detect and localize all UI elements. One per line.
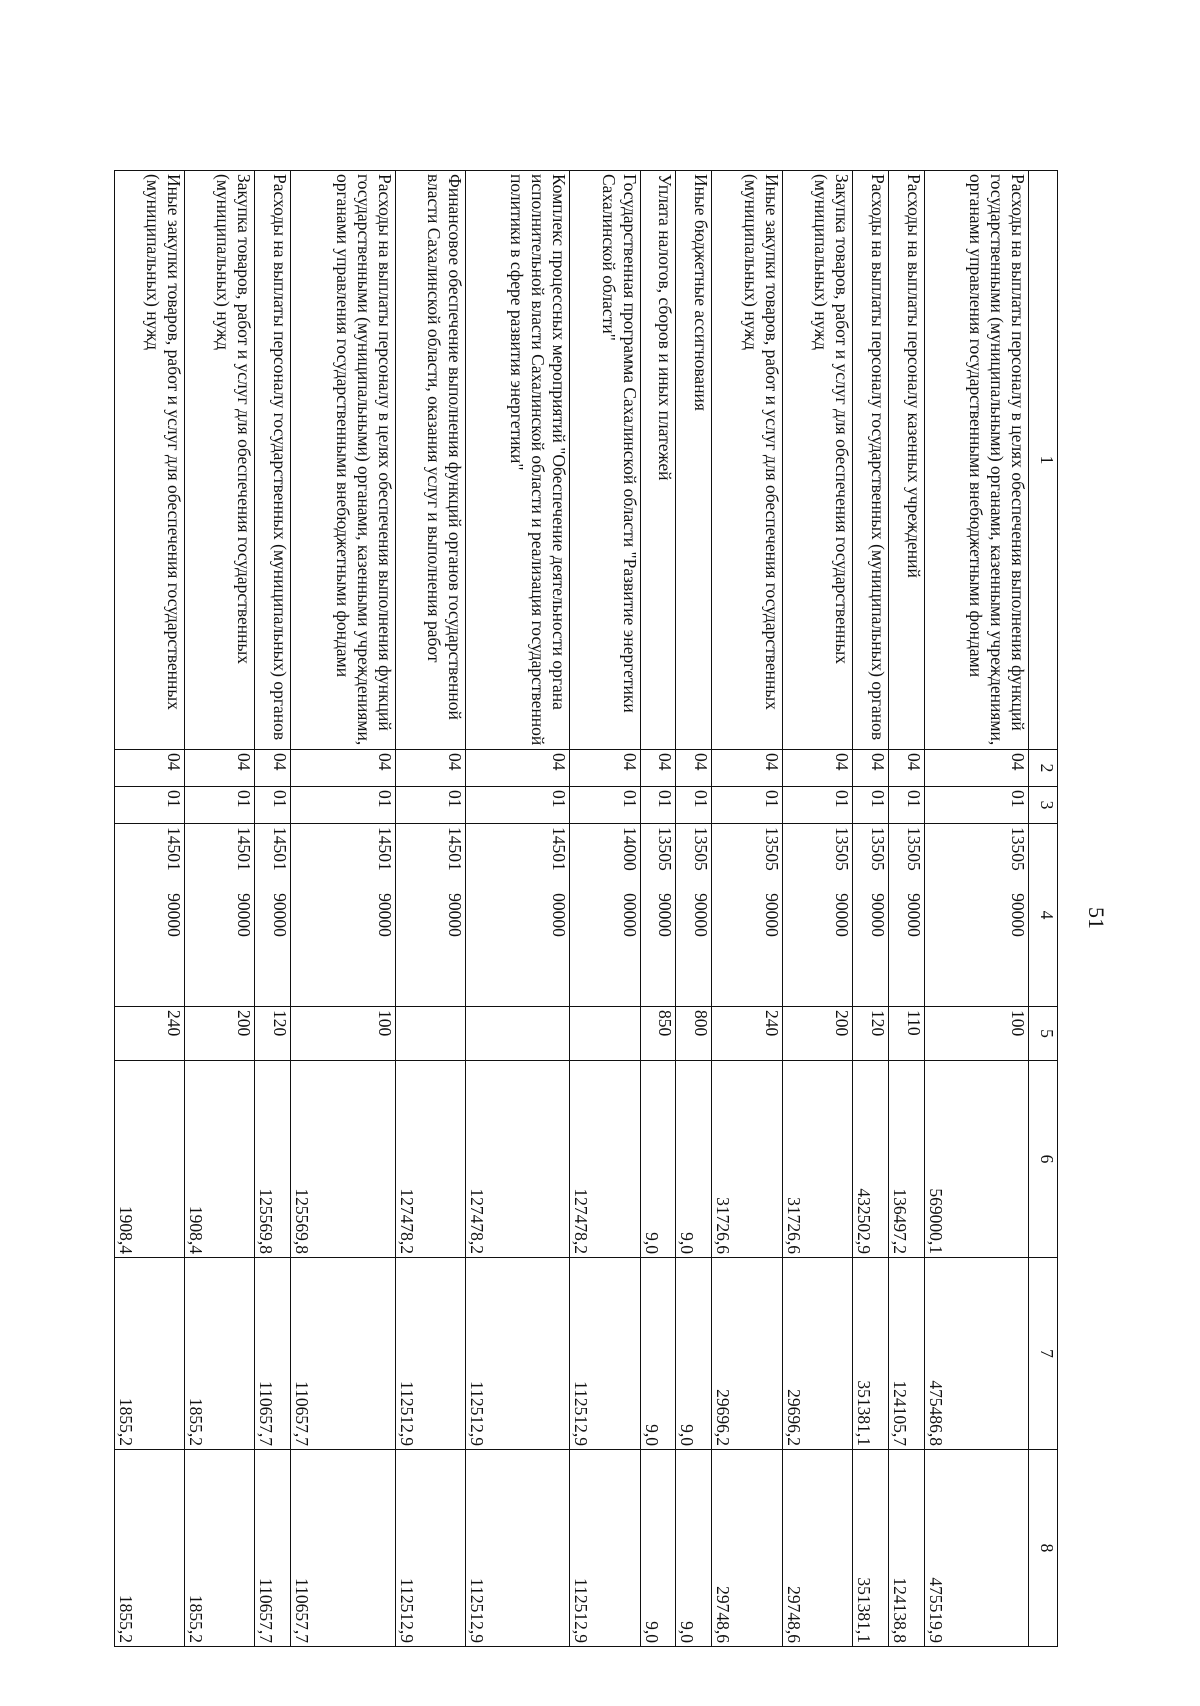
table-row [291,171,395,1647]
row-amount-7: 124105,7 [888,1258,924,1450]
row-subsection: 01 [852,787,888,824]
row-amount-8: 29748,6 [782,1450,852,1647]
header-cell-5: 5 [1029,1007,1058,1061]
row-subsection: 01 [115,787,185,824]
row-name: Закупка товаров, работ и услуг для обеспечения государственных (муниципальных) нужд [782,171,852,750]
row-target-article: 14000 00000 [570,824,640,1007]
row-subsection: 01 [640,787,676,824]
row-name: Закупка товаров, работ и услуг для обеспечения государственных (муниципальных) нужд [185,171,255,750]
row-amount-8: 112512,9 [570,1450,640,1647]
row-amount-7: 112512,9 [395,1258,465,1450]
row-amount-8: 124138,8 [888,1450,924,1647]
row-amount-8: 29748,6 [712,1450,782,1647]
row-section: 04 [924,750,1028,787]
header-cell-3: 3 [1029,787,1058,824]
row-expense-type: 100 [924,1007,1028,1061]
row-amount-8: 110657,7 [255,1450,291,1647]
table-row [395,171,465,1647]
row-expense-type: 800 [676,1007,712,1061]
row-section: 04 [291,750,395,787]
page-number: 51 [1084,907,1109,929]
row-amount-7: 29696,2 [782,1258,852,1450]
row-subsection: 01 [888,787,924,824]
row-section: 04 [852,750,888,787]
header-cell-7: 7 [1029,1258,1058,1450]
row-target-article: 14501 90000 [115,824,185,1007]
table-row [852,171,888,1647]
row-expense-type: 120 [255,1007,291,1061]
row-amount-8: 112512,9 [395,1450,465,1647]
row-expense-type: 200 [185,1007,255,1061]
table-row [465,171,569,1647]
row-section: 04 [395,750,465,787]
row-amount-8: 112512,9 [465,1450,569,1647]
row-amount-6: 127478,2 [465,1061,569,1258]
row-amount-6: 31726,6 [782,1061,852,1258]
row-amount-6: 432502,9 [852,1061,888,1258]
row-target-article: 13505 90000 [852,824,888,1007]
header-cell-4: 4 [1029,824,1058,1007]
row-amount-6: 125569,8 [255,1061,291,1258]
table-row [115,171,185,1647]
row-subsection: 01 [570,787,640,824]
table-row [185,171,255,1647]
row-section: 04 [712,750,782,787]
row-target-article: 14501 90000 [255,824,291,1007]
table-row [712,171,782,1647]
row-expense-type: 100 [291,1007,395,1061]
table-row [924,171,1028,1647]
header-cell-6: 6 [1029,1061,1058,1258]
header-cell-1: 1 [1029,171,1058,750]
row-amount-8: 475519,9 [924,1450,1028,1647]
row-name: Расходы на выплаты персоналу в целях обеспечения выполнения функций государственными (муниципальными) органами, казенными учреждениями, органами управления государственными внебюджетными фондами [291,171,395,750]
row-amount-6: 136497,2 [888,1061,924,1258]
budget-table [114,170,1058,1647]
row-expense-type: 240 [115,1007,185,1061]
row-expense-type [465,1007,569,1061]
row-target-article: 13505 90000 [712,824,782,1007]
row-amount-8: 9,0 [640,1450,676,1647]
row-amount-7: 110657,7 [255,1258,291,1450]
row-target-article: 14501 90000 [395,824,465,1007]
row-expense-type: 110 [888,1007,924,1061]
row-section: 04 [570,750,640,787]
row-amount-7: 9,0 [640,1258,676,1450]
row-section: 04 [782,750,852,787]
row-section: 04 [888,750,924,787]
table-row [782,171,852,1647]
row-expense-type: 120 [852,1007,888,1061]
row-amount-8: 1855,2 [185,1450,255,1647]
row-expense-type [570,1007,640,1061]
row-target-article: 14501 90000 [185,824,255,1007]
row-expense-type: 850 [640,1007,676,1061]
row-amount-6: 127478,2 [395,1061,465,1258]
row-target-article: 13505 90000 [640,824,676,1007]
row-name: Расходы на выплаты персоналу государственных (муниципальных) органов [852,171,888,750]
row-subsection: 01 [712,787,782,824]
table-row [640,171,676,1647]
row-amount-8: 9,0 [676,1450,712,1647]
row-target-article: 13505 90000 [924,824,1028,1007]
table-row [888,171,924,1647]
row-section: 04 [115,750,185,787]
row-subsection: 01 [676,787,712,824]
row-name: Расходы на выплаты персоналу казенных учреждений [888,171,924,750]
row-section: 04 [465,750,569,787]
row-amount-6: 1908,4 [185,1061,255,1258]
row-amount-8: 1855,2 [115,1450,185,1647]
row-amount-7: 1855,2 [185,1258,255,1450]
row-name: Комплекс процессных мероприятий "Обеспечение деятельности органа исполнительной власти Сахалинской области и реализация государственной политики в сфере развития энергетики" [465,171,569,750]
row-expense-type: 200 [782,1007,852,1061]
row-subsection: 01 [465,787,569,824]
row-amount-7: 351381,1 [852,1258,888,1450]
row-amount-6: 569000,1 [924,1061,1028,1258]
row-amount-8: 351381,1 [852,1450,888,1647]
row-section: 04 [255,750,291,787]
row-section: 04 [640,750,676,787]
row-name: Финансовое обеспечение выполнения функций органов государственной власти Сахалинской области, оказания услуг и выполнения работ [395,171,465,750]
row-name: Иные закупки товаров, работ и услуг для обеспечения государственных (муниципальных) нужд [115,171,185,750]
row-subsection: 01 [924,787,1028,824]
row-target-article: 13505 90000 [888,824,924,1007]
row-subsection: 01 [395,787,465,824]
row-name: Государственная программа Сахалинской области "Развитие энергетики Сахалинской области" [570,171,640,750]
row-name: Расходы на выплаты персоналу государственных (муниципальных) органов [255,171,291,750]
row-amount-6: 1908,4 [115,1061,185,1258]
header-cell-8: 8 [1029,1450,1058,1647]
table-row [570,171,640,1647]
row-target-article: 14501 90000 [291,824,395,1007]
row-section: 04 [676,750,712,787]
row-name: Расходы на выплаты персоналу в целях обеспечения выполнения функций государственными (муниципальными) органами, казенными учреждениями, органами управления государственными внебюджетными фондами [924,171,1028,750]
row-amount-6: 125569,8 [291,1061,395,1258]
row-name: Иные бюджетные ассигнования [676,171,712,750]
row-amount-7: 475486,8 [924,1258,1028,1450]
row-amount-6: 127478,2 [570,1061,640,1258]
row-amount-6: 31726,6 [712,1061,782,1258]
row-target-article: 13505 90000 [676,824,712,1007]
row-subsection: 01 [185,787,255,824]
row-amount-7: 112512,9 [465,1258,569,1450]
row-target-article: 13505 90000 [782,824,852,1007]
table-row [255,171,291,1647]
row-expense-type: 240 [712,1007,782,1061]
row-amount-6: 9,0 [676,1061,712,1258]
row-amount-6: 9,0 [640,1061,676,1258]
header-row [1029,171,1058,1647]
row-subsection: 01 [291,787,395,824]
table-row [676,171,712,1647]
row-amount-7: 29696,2 [712,1258,782,1450]
header-cell-2: 2 [1029,750,1058,787]
row-amount-7: 1855,2 [115,1258,185,1450]
row-amount-7: 110657,7 [291,1258,395,1450]
row-section: 04 [185,750,255,787]
row-subsection: 01 [782,787,852,824]
row-name: Уплата налогов, сборов и иных платежей [640,171,676,750]
row-target-article: 14501 00000 [465,824,569,1007]
row-amount-7: 9,0 [676,1258,712,1450]
row-subsection: 01 [255,787,291,824]
table-wrapper [114,170,1058,1643]
row-amount-8: 110657,7 [291,1450,395,1647]
row-name: Иные закупки товаров, работ и услуг для обеспечения государственных (муниципальных) нужд [712,171,782,750]
row-expense-type [395,1007,465,1061]
row-amount-7: 112512,9 [570,1258,640,1450]
